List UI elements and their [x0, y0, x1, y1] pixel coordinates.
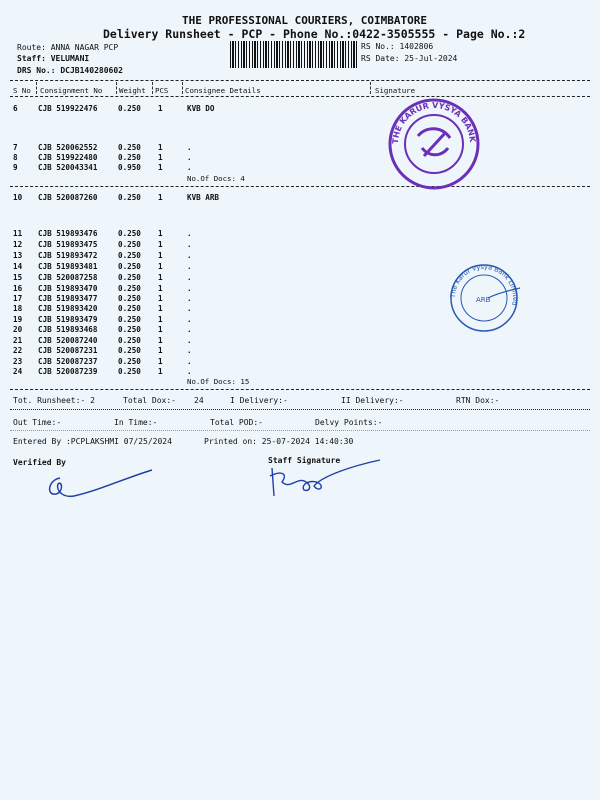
row-sno: 8 [13, 153, 18, 162]
rs-date: RS Date: 25-Jul-2024 [361, 54, 458, 63]
col-pcs: PCS [155, 86, 169, 95]
row-details: . [187, 143, 192, 152]
row-weight: 0.250 [118, 357, 141, 366]
table-row [0, 251, 600, 260]
row-consignment: CJB 519922476 [38, 104, 98, 113]
table-row [0, 367, 600, 376]
row-weight: 0.250 [118, 153, 141, 162]
rs-number: RS No.: 1402806 [361, 42, 434, 51]
row-consignment: CJB 519893475 [38, 240, 98, 249]
row-consignment: CJB 520087240 [38, 336, 98, 345]
row-consignment: CJB 520087231 [38, 346, 98, 355]
row-details: . [187, 294, 192, 303]
row-sno: 22 [13, 346, 23, 355]
row-pcs: 1 [158, 143, 163, 152]
row-consignment: CJB 519893472 [38, 251, 98, 260]
row-pcs: 1 [158, 325, 163, 334]
row-details: . [187, 284, 192, 293]
table-row [0, 104, 600, 113]
row-sno: 9 [13, 163, 18, 172]
row-weight: 0.950 [118, 163, 141, 172]
row-consignment: CJB 519893476 [38, 229, 98, 238]
row-weight: 0.250 [118, 336, 141, 345]
row-sno: 13 [13, 251, 23, 260]
row-consignment: CJB 520087260 [38, 193, 98, 202]
row-sno: 7 [13, 143, 18, 152]
row-details: . [187, 346, 192, 355]
row-pcs: 1 [158, 251, 163, 260]
col-divider [116, 82, 117, 94]
table-row [0, 336, 600, 345]
row-pcs: 1 [158, 346, 163, 355]
staff-label: Staff: VELUMANI [17, 54, 90, 63]
row-sno: 23 [13, 357, 23, 366]
row-pcs: 1 [158, 193, 163, 202]
row-sno: 16 [13, 284, 23, 293]
row-sno: 14 [13, 262, 23, 271]
row-weight: 0.250 [118, 104, 141, 113]
row-sno: 18 [13, 304, 23, 313]
col-consignment: Consignment No [40, 86, 103, 95]
row-weight: 0.250 [118, 143, 141, 152]
table-row [0, 357, 600, 366]
ii-delivery: II Delivery:- [341, 396, 404, 405]
row-details: . [187, 367, 192, 376]
row-weight: 0.250 [118, 229, 141, 238]
row-weight: 0.250 [118, 367, 141, 376]
row-details: KVB ARB [187, 193, 220, 202]
row-pcs: 1 [158, 240, 163, 249]
group-rule [10, 186, 590, 187]
col-sno: S No [13, 86, 31, 95]
row-weight: 0.250 [118, 284, 141, 293]
total-dox-value: 24 [194, 396, 204, 405]
verified-by: Verified By [13, 458, 66, 467]
route-label: Route: ANNA NAGAR PCP [17, 43, 119, 52]
row-pcs: 1 [158, 294, 163, 303]
stamp2-text: The Karur Vysya Bank Limited [448, 262, 520, 307]
table-top-rule [10, 80, 590, 81]
row-sno: 10 [13, 193, 23, 202]
row-sno: 24 [13, 367, 23, 376]
staff-signature-label: Staff Signature [268, 456, 341, 465]
printed-on: Printed on: 25-07-2024 14:40:30 [204, 437, 354, 446]
table-row [0, 193, 600, 202]
row-sno: 15 [13, 273, 23, 282]
row-weight: 0.250 [118, 346, 141, 355]
row-consignment: CJB 519893420 [38, 304, 98, 313]
row-details: . [187, 315, 192, 324]
row-pcs: 1 [158, 262, 163, 271]
stamp1-text: THE KARUR VYSYA BANK [390, 100, 478, 145]
row-consignment: CJB 520062552 [38, 143, 98, 152]
row-weight: 0.250 [118, 304, 141, 313]
row-pcs: 1 [158, 153, 163, 162]
totals-rule [10, 409, 590, 410]
row-weight: 0.250 [118, 294, 141, 303]
row-sno: 12 [13, 240, 23, 249]
row-weight: 0.250 [118, 315, 141, 324]
header-bottom-rule [10, 96, 590, 97]
drs-number: DRS No.: DCJB140280602 [17, 66, 123, 75]
row-pcs: 1 [158, 273, 163, 282]
row-details: KVB DO [187, 104, 215, 113]
stamp2-inner: ARB [476, 296, 491, 304]
rtn-dox: RTN Dox:- [456, 396, 500, 405]
row-sno: 19 [13, 315, 23, 324]
row-pcs: 1 [158, 104, 163, 113]
row-consignment: CJB 520087239 [38, 367, 98, 376]
row-consignment: CJB 520087237 [38, 357, 98, 366]
col-divider [370, 82, 371, 94]
row-weight: 0.250 [118, 193, 141, 202]
row-weight: 0.250 [118, 262, 141, 271]
docs-count: No.Of Docs: 15 [187, 377, 250, 386]
row-details: . [187, 304, 192, 313]
row-details: . [187, 325, 192, 334]
row-pcs: 1 [158, 315, 163, 324]
table-row [0, 163, 600, 172]
row-details: . [187, 273, 192, 282]
row-sno: 21 [13, 336, 23, 345]
row-details: . [187, 251, 192, 260]
row-pcs: 1 [158, 284, 163, 293]
row-sno: 20 [13, 325, 23, 334]
entered-by: Entered By :PCPLAKSHMI 07/25/2024 [13, 437, 172, 446]
row-consignment: CJB 519893479 [38, 315, 98, 324]
staff-signature [262, 456, 382, 502]
row-consignment: CJB 519893468 [38, 325, 98, 334]
company-title: THE PROFESSIONAL COURIERS, COIMBATORE [182, 14, 428, 27]
total-dox-label: Total Dox:- [123, 396, 176, 405]
table-row [0, 143, 600, 152]
row-details: . [187, 336, 192, 345]
svg-text:THE KARUR VYSYA BANK [391, 101, 477, 144]
total-pod: Total POD:- [210, 418, 263, 427]
row-sno: 11 [13, 229, 23, 238]
row-weight: 0.250 [118, 325, 141, 334]
table-row [0, 229, 600, 238]
table-row [0, 153, 600, 162]
col-signature: Signature [375, 86, 416, 95]
row-pcs: 1 [158, 336, 163, 345]
bank-stamp-purple [386, 96, 482, 192]
row-pcs: 1 [158, 367, 163, 376]
verified-signature [40, 462, 160, 502]
in-time: In Time:- [114, 418, 158, 427]
docs-count: No.Of Docs: 4 [187, 174, 245, 183]
table-row [0, 240, 600, 249]
row-consignment: CJB 519922480 [38, 153, 98, 162]
out-time: Out Time:- [13, 418, 62, 427]
row-details: . [187, 153, 192, 162]
row-pcs: 1 [158, 304, 163, 313]
row-consignment: CJB 519893477 [38, 294, 98, 303]
row-details: . [187, 357, 192, 366]
tot-runsheet: Tot. Runsheet:- 2 [13, 396, 95, 405]
row-consignment: CJB 519893470 [38, 284, 98, 293]
row-weight: 0.250 [118, 251, 141, 260]
row-consignment: CJB 519893481 [38, 262, 98, 271]
col-divider [182, 82, 183, 94]
runsheet-subtitle: Delivery Runsheet - PCP - Phone No.:0422-3505555 - Page No.:2 [103, 27, 526, 41]
delvy-points: Delvy Points:- [315, 418, 383, 427]
barcode [230, 41, 357, 68]
table-row [0, 346, 600, 355]
col-consignee: Consignee Details [185, 86, 261, 95]
row-details: . [187, 229, 192, 238]
row-sno: 6 [13, 104, 18, 113]
row-weight: 0.250 [118, 273, 141, 282]
times-rule [10, 430, 590, 431]
row-sno: 17 [13, 294, 23, 303]
row-details: . [187, 262, 192, 271]
row-pcs: 1 [158, 229, 163, 238]
i-delivery: I Delivery:- [230, 396, 288, 405]
row-pcs: 1 [158, 357, 163, 366]
col-weight: Weight [119, 86, 146, 95]
row-details: . [187, 240, 192, 249]
row-pcs: 1 [158, 163, 163, 172]
col-divider [152, 82, 153, 94]
group-rule [10, 389, 590, 390]
row-consignment: CJB 520043341 [38, 163, 98, 172]
bank-stamp-blue [448, 262, 520, 334]
row-consignment: CJB 520087258 [38, 273, 98, 282]
row-details: . [187, 163, 192, 172]
col-divider [36, 82, 37, 94]
row-weight: 0.250 [118, 240, 141, 249]
